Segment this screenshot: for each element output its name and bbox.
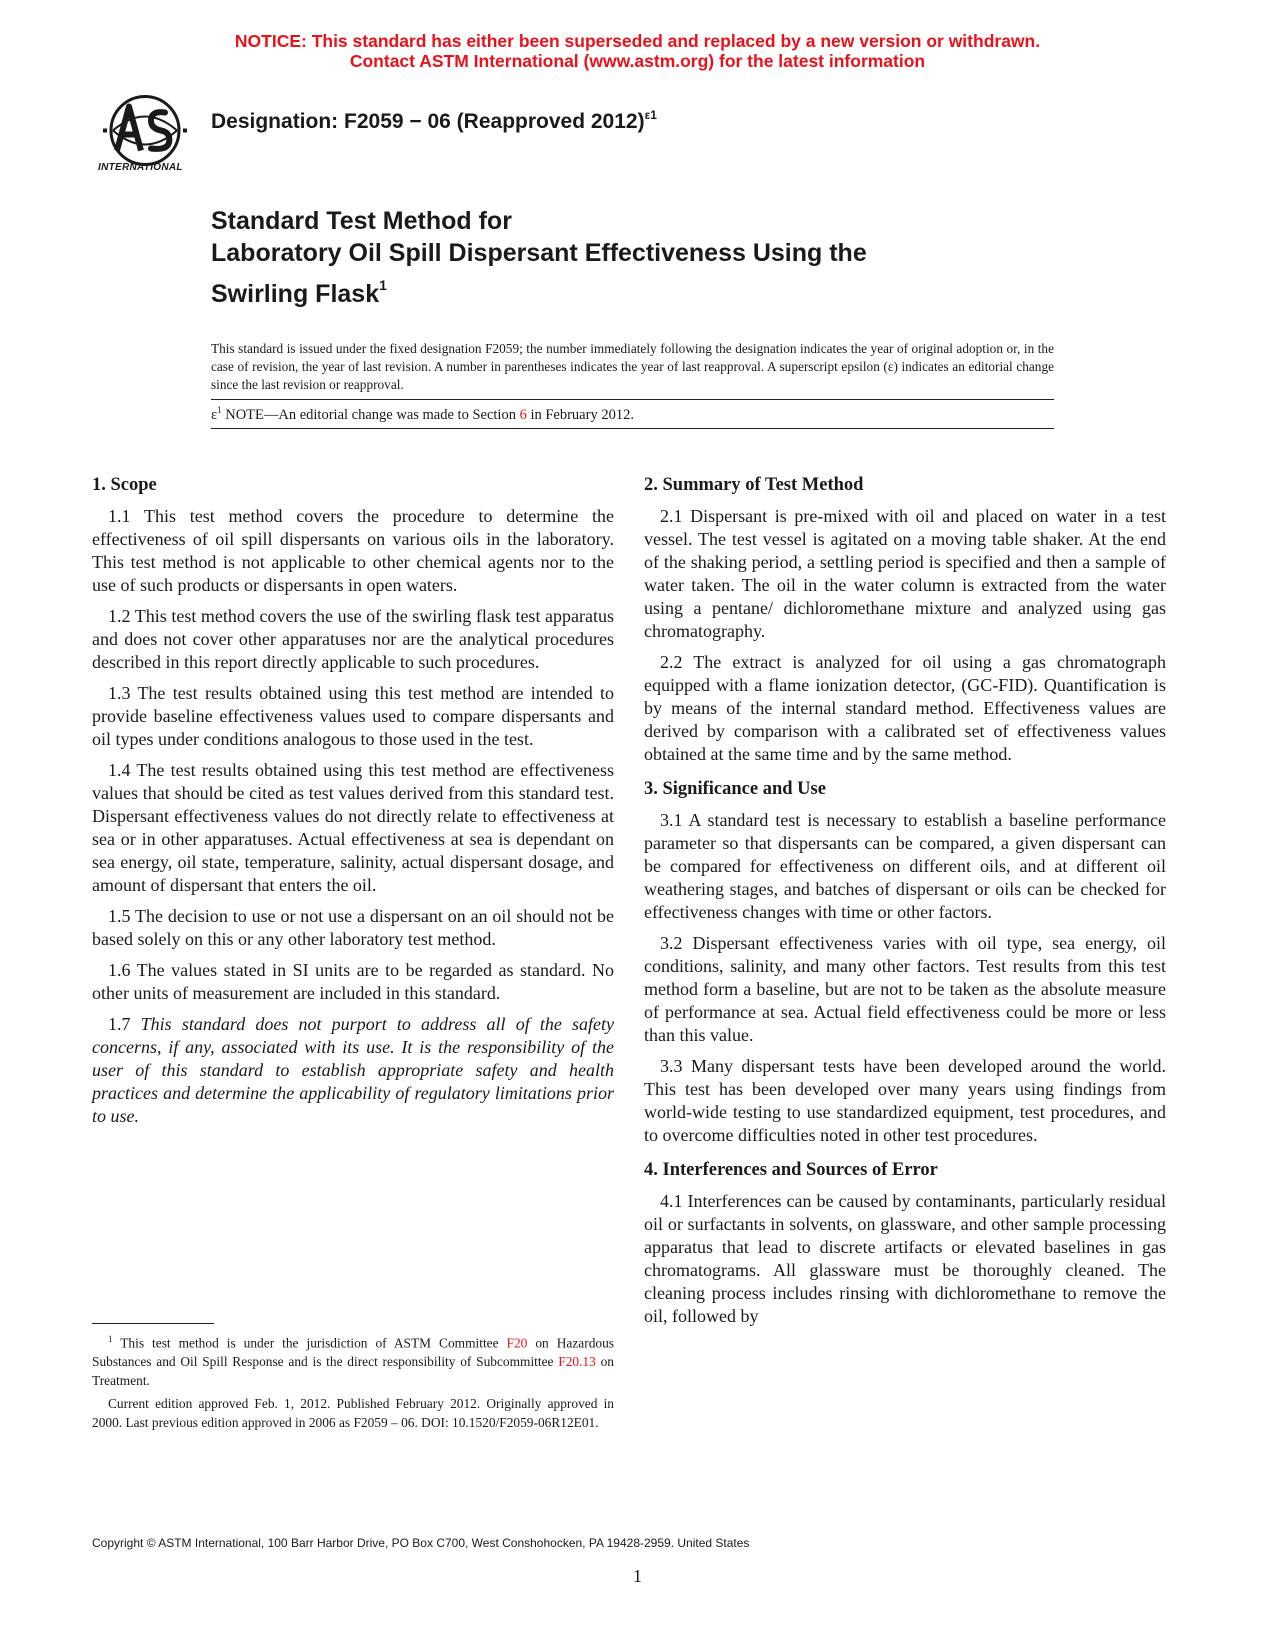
paragraph-2-1: 2.1 Dispersant is pre-mixed with oil and placed on water in a test vessel. The test vessel is agitated on a moving table shaker. At the end of the shaking period, a settling period is specified and then a sample of water taken. The oil in the water column is extracted from the water using a pentane/ dichloromethane mixture and analyzed using gas chromatography. bbox=[644, 506, 1166, 641]
designation-text: Designation: F2059 − 06 (Reapproved 2012) bbox=[211, 110, 645, 133]
designation-epsilon: ε1 bbox=[644, 108, 657, 122]
footnote-divider bbox=[92, 1323, 214, 1324]
editorial-note-after: in February 2012. bbox=[526, 406, 634, 423]
paragraph-4-1: 4.1 Interferences can be caused by contaminants, particularly residual oil or surfactants in solvents, on glassware, and other sample processing apparatus that lead to discrete artifacts or elevated baselines in gas chromatograms. All glassware must be thoroughly cleaned. The cleaning process includes rinsing with dichloromethane to remove the oil, followed by bbox=[644, 1191, 1166, 1326]
section-6-link[interactable]: 6 bbox=[519, 406, 527, 423]
editorial-note-sup: 1 bbox=[217, 405, 222, 415]
paragraph-1-4: 1.4 The test results obtained using this test method are effectiveness values that should be cited as test values derived from this standard test. Dispersant effectiveness values do not directly relate to effectiveness at sea or in other apparatuses. Actual effectiveness at sea is dependant on sea energy, oil state, temperature, salinity, actual dispersant dosage, and amount of dispersant that enters the oil. bbox=[92, 760, 614, 895]
paragraph-1-3: 1.3 The test results obtained using this test method are intended to provide baseline effectiveness values used to compare dispersants and oil types under conditions analogous to those used in the test. bbox=[92, 683, 614, 749]
title-line-2: Laboratory Oil Spill Dispersant Effectiveness Using the bbox=[211, 239, 867, 267]
paragraph-3-1: 3.1 A standard test is necessary to establish a baseline performance parameter so that dispersants can be compared, a given dispersant can be compared for effectiveness on different oils, and at different oil weathering stages, and batches of dispersant or oils can be checked for effectiveness changes with time or other factors. bbox=[644, 810, 1166, 922]
logo-subtitle: INTERNATIONAL bbox=[98, 162, 183, 173]
left-column bbox=[92, 474, 614, 1136]
editorial-note bbox=[211, 401, 634, 424]
page-number: 1 bbox=[633, 1566, 642, 1586]
footnote-1-mark: 1 bbox=[108, 1334, 113, 1344]
paragraph-1-7-number: 1.7 bbox=[108, 1014, 141, 1034]
section-2-heading: 2. Summary of Test Method bbox=[644, 475, 864, 495]
title-footnote-mark: 1 bbox=[379, 277, 387, 293]
paragraph-1-5: 1.5 The decision to use or not use a dispersant on an oil should not be based solely on this or any other laboratory test method. bbox=[92, 906, 614, 949]
editorial-note-before: NOTE—An editorial change was made to Section bbox=[221, 406, 520, 423]
title-line-3: Swirling Flask bbox=[211, 280, 380, 308]
footnote-1-text-b: on Hazardous Substances and Oil Spill Response and is the direct responsibility of Subcommittee bbox=[92, 1335, 614, 1370]
paragraph-2-2: 2.2 The extract is analyzed for oil using a gas chromatograph equipped with a flame ionization detector, (GC-FID). Quantification is by means of the internal standard method. Effectiveness values are derived by comparison with a calibrated set of effectiveness values obtained at the same time and by the same method. bbox=[644, 652, 1166, 764]
committee-f20-link[interactable]: F20 bbox=[506, 1335, 528, 1351]
notice-line-1: NOTICE: This standard has either been superseded and replaced by a new version or withdrawn. bbox=[234, 31, 1041, 51]
paragraph-1-1: 1.1 This test method covers the procedure to determine the effectiveness of oil spill dispersants on various oils in the laboratory. This test method is not applicable to other chemical agents nor to the use of such products or dispersants in open waters. bbox=[92, 506, 614, 595]
footnote-1-text-c: on Treatment. bbox=[92, 1354, 614, 1389]
title-line-1: Standard Test Method for bbox=[211, 207, 512, 235]
section-3-heading: 3. Significance and Use bbox=[644, 779, 826, 799]
paragraph-1-2: 1.2 This test method covers the use of the swirling flask test apparatus and does not cover other apparatuses nor are the analytical procedures described in this report directly applicable to such procedures. bbox=[92, 606, 614, 672]
section-4-heading: 4. Interferences and Sources of Error bbox=[644, 1160, 938, 1180]
notice-line-2: Contact ASTM International (www.astm.org) for the latest information bbox=[349, 51, 926, 71]
paragraph-3-3: 3.3 Many dispersant tests have been developed around the world. This test has been developed over many years using findings from world-wide testing to use standardized equipment, test procedures, and to overcome difficulties noted in other test procedures. bbox=[644, 1056, 1166, 1145]
footnote-1 bbox=[92, 1330, 614, 1390]
document-title bbox=[211, 205, 1031, 310]
paragraph-1-6: 1.6 The values stated in SI units are to be regarded as standard. No other units of measurement are included in this standard. bbox=[92, 960, 614, 1003]
divider bbox=[211, 399, 1054, 400]
section-1-heading: 1. Scope bbox=[92, 475, 157, 495]
paragraph-3-2: 3.2 Dispersant effectiveness varies with oil type, sea energy, oil conditions, salinity, and many other factors. Test results from this test method form a baseline, but are not to be taken as the absolute measure of performance at sea. Actual field effectiveness could be more or less than this value. bbox=[644, 933, 1166, 1045]
issued-statement: This standard is issued under the fixed designation F2059; the number immediately following the designation indicates the year of original adoption or, in the case of revision, the year of last revision. A number in parentheses indicates the year of last reapproval. A superscript epsilon (ε) indicates an editorial change since the last revision or reapproval. bbox=[211, 341, 1054, 392]
designation bbox=[211, 108, 657, 134]
copyright: Copyright © ASTM International, 100 Barr Harbor Drive, PO Box C700, West Conshohocken, PA 19428-2959. United States bbox=[92, 1536, 750, 1550]
paragraph-1-7-text: This standard does not purport to address all of the safety concerns, if any, associated with its use. It is the responsibility of the user of this standard to establish appropriate safety and health practices and determine the applicability of regulatory limitations prior to use. bbox=[92, 1014, 615, 1126]
right-column bbox=[644, 474, 1166, 1336]
divider bbox=[211, 428, 1054, 429]
editorial-note-eps: ε bbox=[211, 406, 218, 423]
notice-banner bbox=[0, 31, 1275, 71]
footnote-2: Current edition approved Feb. 1, 2012. Published February 2012. Originally approved in 2000. Last previous edition approved in 2006 as F2059 – 06. DOI: 10.1520/F2059-06R12E01. bbox=[92, 1396, 614, 1431]
subcommittee-f20-13-link[interactable]: F20.13 bbox=[558, 1354, 596, 1370]
footnotes bbox=[92, 1330, 614, 1436]
paragraph-1-7 bbox=[92, 1013, 614, 1128]
footnote-1-text-a: This test method is under the jurisdiction of ASTM Committee bbox=[112, 1335, 507, 1351]
